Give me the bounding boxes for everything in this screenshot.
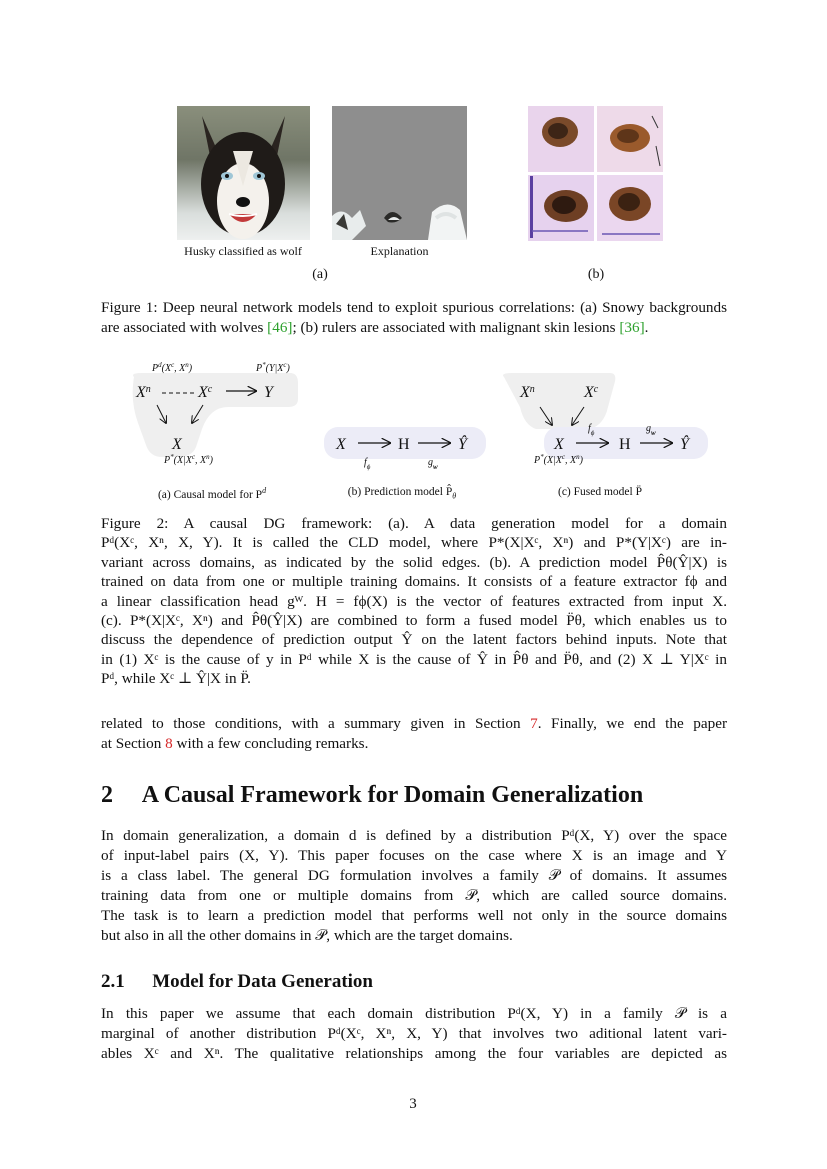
figure1-caption-text-1: Deep neural network models tend to exploit spurious correlations: (a) Snowy backgrounds are associated with wolves: [101, 299, 728, 336]
figure1-label-b: (b): [587, 267, 605, 282]
node-y: Y: [264, 384, 273, 401]
node-xc: $X^c$: [198, 383, 213, 401]
explanation-image: [332, 106, 467, 240]
husky-caption: Husky classified as wolf: [184, 244, 302, 258]
node-x-c: X: [554, 436, 564, 453]
figure1-label-a: (a): [312, 267, 328, 282]
figure2-diagram: [100, 355, 727, 505]
label-pstar-y-xc: $P^*(Y|X^c)$: [256, 361, 290, 374]
label-fphi-c: $f_\phi$: [588, 423, 595, 437]
label-pstar-x: $P^*(X|X^c$, $X^n$): [164, 453, 213, 466]
section-2-line: training data from one or multiple domains from 𝒫, which are called source domains.: [101, 887, 727, 904]
section-8-link[interactable]: 8: [165, 735, 173, 752]
citation-link-36[interactable]: [36]: [619, 319, 645, 336]
node-xn-c: $X^n$: [520, 383, 535, 401]
section-2-1-title: Model for Data Generation: [152, 971, 373, 992]
figure2-caption: [101, 514, 727, 689]
figure2-caption-line: discuss the dependence of prediction output Ŷ on the latent factors behind inputs. Note that: [101, 631, 727, 649]
intro-line1-b: . Finally, we end the paper: [537, 715, 727, 732]
skin-lesion-grid: [528, 106, 663, 241]
section-2-1-line: marginal of another distribution Pᵈ(Xᶜ, Xⁿ, X, Y) that involves two aditional latent vari-: [101, 1025, 727, 1042]
section-2-1-line: ables Xᶜ and Xⁿ. The qualitative relationships among the four variables are depicted as: [101, 1045, 727, 1062]
node-yhat-c: Ŷ: [680, 436, 689, 453]
section-2-title: A Causal Framework for Domain Generalization: [141, 782, 644, 808]
section-2-1-number: 2.1: [101, 971, 125, 992]
section-2-line: but also in all the other domains in 𝒫, which are the target domains.: [101, 927, 513, 944]
section-2-line: is a class label. The general DG formulation involves a family 𝒫 of domains. It assumes: [101, 867, 727, 884]
label-fphi-b: $f_\phi$: [364, 457, 371, 471]
figure1-caption: [101, 298, 727, 338]
figure2-caption-line: Figure 2: A causal DG framework: (a). A data generation model for a domain: [101, 515, 727, 532]
figure2-caption-line: Pᵈ(Xᶜ, Xⁿ, X, Y). It is called the CLD model, where P*(X|Xᶜ, Xⁿ) and P*(Y|Xᶜ) are in-: [101, 534, 727, 552]
node-xn: $X^n$: [136, 383, 151, 401]
node-x-b: X: [336, 436, 346, 453]
intro-line-1: [101, 714, 727, 734]
intro-line2-b: with a few concluding remarks.: [176, 735, 369, 752]
figure2-caption-line: a linear classification head gᵂ. H = fϕ(X) is the vector of features extracted from input X.: [101, 592, 727, 610]
label-gw-b: $g_w$: [428, 457, 438, 471]
node-x: X: [172, 436, 182, 453]
section-2-1-heading: [101, 971, 373, 993]
node-yhat-b: Ŷ: [458, 436, 467, 453]
figure2-caption-line: in (1) Xᶜ is the cause of y in Pᵈ while X is the cause of Ŷ in P̂θ and P̈θ, and (2) X ⊥ Y|Xᶜ in: [101, 650, 727, 668]
intro-paragraph: [101, 714, 727, 754]
figure2-subcaption-c: (c) Fused model P̈: [557, 486, 642, 498]
intro-line2-a: at Section: [101, 735, 162, 752]
citation-link-46[interactable]: [46]: [267, 319, 293, 336]
page-number: 3: [409, 1096, 417, 1112]
node-h-b: H: [398, 436, 410, 453]
figure2-caption-line: trained on data from one or multiple training domains. It consists of a feature extractor fϕ and: [101, 573, 727, 591]
label-pd-xc-xn: $P^d(X^c$, $X^n$): [152, 361, 193, 374]
figure2-subcaption-a: (a) Causal model for $P^d$: [157, 486, 267, 501]
section-2-line: In domain generalization, a domain d is defined by a distribution Pᵈ(X, Y) over the space: [101, 827, 727, 844]
label-pstar-x-c: $P^*(X|X^c$, $X^n$): [534, 453, 583, 466]
figure2-subcaption-b-text: (b) Prediction model P̂: [347, 486, 453, 498]
figure2-caption-line: (c). P*(X|Xᶜ, Xⁿ) and P̂θ(Ŷ|X) are combined to form a fused model P̈θ, which enables us to: [101, 612, 727, 630]
label-gw-c: $g_w$: [646, 423, 656, 437]
section-7-link[interactable]: 7: [530, 715, 538, 732]
section-2-number: 2: [101, 782, 113, 808]
figure1-caption-prefix: Figure 1:: [101, 299, 158, 316]
figure2-caption-line: Pᵈ, while Xᶜ ⊥ Ŷ|X in P̈.: [101, 670, 251, 688]
node-h-c: H: [619, 436, 631, 453]
explanation-caption: Explanation: [370, 244, 429, 258]
node-xc-c: $X^c$: [584, 383, 599, 401]
section-2-heading: [101, 782, 643, 809]
section-2-1-paragraph: [101, 1004, 727, 1064]
figure2-subcaption-a-text: (a) Causal model for P: [157, 488, 263, 501]
intro-line1-a: related to those conditions, with a summary given in Section: [101, 715, 521, 732]
figure1-caption-end: .: [644, 319, 649, 336]
figure1-caption-text-2: ; (b) rulers are associated with malignant skin lesions: [292, 319, 616, 336]
section-2-paragraph: [101, 826, 727, 946]
figure2-subcaption-b: (b) Prediction model $P̂_\theta$: [347, 486, 457, 501]
intro-line-2: [101, 734, 727, 754]
figure2-caption-line: variant across domains, as indicated by the solid edges. (b). A prediction model P̂θ(Ŷ|X) is: [101, 553, 727, 571]
husky-image: [177, 106, 310, 240]
section-2-1-line: In this paper we assume that each domain distribution Pᵈ(X, Y) in a family 𝒫 is a: [101, 1005, 727, 1022]
section-2-line: The task is to learn a prediction model that performs well not only in the source domains: [101, 907, 727, 924]
section-2-line: of input-label pairs (X, Y). This paper focuses on the case where X is an image and Y: [101, 847, 727, 864]
